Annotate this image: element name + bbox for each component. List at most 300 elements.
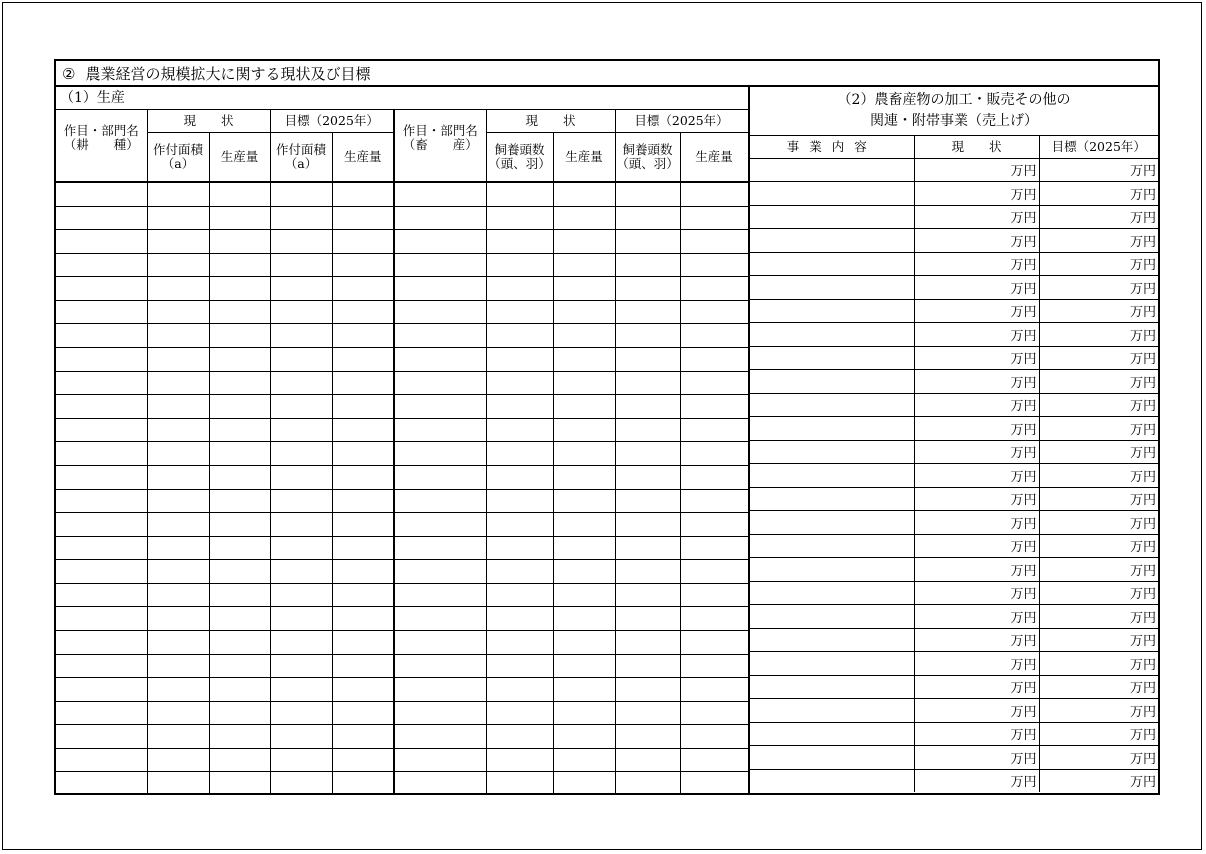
crop-target-area-cell[interactable] xyxy=(270,230,332,254)
crop-current-output-cell[interactable] xyxy=(209,772,270,795)
crop-target-output-cell[interactable] xyxy=(332,678,394,702)
crop-target-output-cell[interactable] xyxy=(332,230,394,254)
crop-target-output-cell[interactable] xyxy=(332,395,394,419)
livestock-target-output-cell[interactable] xyxy=(680,678,748,702)
crop-target-area-cell[interactable] xyxy=(270,348,332,372)
livestock-current-output-cell[interactable] xyxy=(553,536,615,560)
livestock-target-heads-cell[interactable] xyxy=(615,277,680,301)
business-content-cell[interactable] xyxy=(750,370,914,393)
crop-target-output-cell[interactable] xyxy=(332,513,394,537)
business-target-cell[interactable] xyxy=(1039,534,1158,557)
livestock-name-cell[interactable] xyxy=(394,348,486,372)
business-content-cell[interactable] xyxy=(750,487,914,510)
livestock-target-heads-cell[interactable] xyxy=(615,395,680,419)
crop-target-output-cell[interactable] xyxy=(332,630,394,654)
crop-target-area-cell[interactable] xyxy=(270,182,332,206)
crop-current-area-cell[interactable] xyxy=(147,489,209,513)
livestock-current-output-cell[interactable] xyxy=(553,772,615,795)
livestock-current-heads-cell[interactable] xyxy=(486,583,553,607)
crop-name-cell[interactable] xyxy=(56,348,147,372)
crop-current-output-cell[interactable] xyxy=(209,371,270,395)
crop-name-cell[interactable] xyxy=(56,371,147,395)
livestock-name-cell[interactable] xyxy=(394,253,486,277)
business-target-cell[interactable] xyxy=(1039,276,1158,299)
livestock-current-output-cell[interactable] xyxy=(553,230,615,254)
business-target-cell[interactable] xyxy=(1039,722,1158,745)
livestock-target-heads-cell[interactable] xyxy=(615,654,680,678)
business-current-cell[interactable] xyxy=(914,699,1039,722)
business-target-cell[interactable] xyxy=(1039,464,1158,487)
livestock-current-heads-cell[interactable] xyxy=(486,513,553,537)
crop-name-cell[interactable] xyxy=(56,630,147,654)
crop-target-output-cell[interactable] xyxy=(332,772,394,795)
livestock-target-output-cell[interactable] xyxy=(680,630,748,654)
crop-current-area-cell[interactable] xyxy=(147,395,209,419)
business-target-cell[interactable] xyxy=(1039,628,1158,651)
crop-current-output-cell[interactable] xyxy=(209,277,270,301)
crop-target-area-cell[interactable] xyxy=(270,206,332,230)
livestock-target-output-cell[interactable] xyxy=(680,348,748,372)
crop-target-area-cell[interactable] xyxy=(270,654,332,678)
business-target-cell[interactable] xyxy=(1039,393,1158,416)
livestock-target-heads-cell[interactable] xyxy=(615,701,680,725)
crop-current-area-cell[interactable] xyxy=(147,277,209,301)
business-content-cell[interactable] xyxy=(750,628,914,651)
business-current-cell[interactable] xyxy=(914,346,1039,369)
livestock-target-heads-cell[interactable] xyxy=(615,748,680,772)
livestock-current-output-cell[interactable] xyxy=(553,654,615,678)
crop-name-cell[interactable] xyxy=(56,513,147,537)
business-content-cell[interactable] xyxy=(750,346,914,369)
crop-current-output-cell[interactable] xyxy=(209,324,270,348)
crop-current-output-cell[interactable] xyxy=(209,607,270,631)
livestock-name-cell[interactable] xyxy=(394,230,486,254)
business-content-cell[interactable] xyxy=(750,511,914,534)
crop-current-area-cell[interactable] xyxy=(147,607,209,631)
crop-current-area-cell[interactable] xyxy=(147,442,209,466)
crop-name-cell[interactable] xyxy=(56,560,147,584)
crop-target-output-cell[interactable] xyxy=(332,489,394,513)
livestock-current-output-cell[interactable] xyxy=(553,489,615,513)
business-content-cell[interactable] xyxy=(750,699,914,722)
crop-target-area-cell[interactable] xyxy=(270,465,332,489)
crop-target-output-cell[interactable] xyxy=(332,701,394,725)
livestock-name-cell[interactable] xyxy=(394,678,486,702)
crop-target-area-cell[interactable] xyxy=(270,725,332,749)
business-content-cell[interactable] xyxy=(750,605,914,628)
livestock-target-output-cell[interactable] xyxy=(680,772,748,795)
crop-current-area-cell[interactable] xyxy=(147,348,209,372)
livestock-current-heads-cell[interactable] xyxy=(486,560,553,584)
livestock-current-heads-cell[interactable] xyxy=(486,182,553,206)
livestock-target-heads-cell[interactable] xyxy=(615,560,680,584)
livestock-current-output-cell[interactable] xyxy=(553,182,615,206)
livestock-name-cell[interactable] xyxy=(394,300,486,324)
livestock-target-heads-cell[interactable] xyxy=(615,348,680,372)
crop-current-area-cell[interactable] xyxy=(147,513,209,537)
crop-current-area-cell[interactable] xyxy=(147,748,209,772)
livestock-target-output-cell[interactable] xyxy=(680,371,748,395)
crop-target-area-cell[interactable] xyxy=(270,678,332,702)
business-target-cell[interactable] xyxy=(1039,417,1158,440)
livestock-name-cell[interactable] xyxy=(394,536,486,560)
livestock-target-heads-cell[interactable] xyxy=(615,630,680,654)
business-current-cell[interactable] xyxy=(914,769,1039,792)
livestock-target-heads-cell[interactable] xyxy=(615,300,680,324)
business-current-cell[interactable] xyxy=(914,511,1039,534)
business-current-cell[interactable] xyxy=(914,675,1039,698)
business-current-cell[interactable] xyxy=(914,464,1039,487)
crop-current-area-cell[interactable] xyxy=(147,371,209,395)
crop-target-output-cell[interactable] xyxy=(332,748,394,772)
crop-name-cell[interactable] xyxy=(56,253,147,277)
business-content-cell[interactable] xyxy=(750,393,914,416)
crop-target-area-cell[interactable] xyxy=(270,772,332,795)
crop-target-output-cell[interactable] xyxy=(332,607,394,631)
livestock-target-output-cell[interactable] xyxy=(680,465,748,489)
crop-target-output-cell[interactable] xyxy=(332,442,394,466)
crop-current-area-cell[interactable] xyxy=(147,253,209,277)
livestock-current-heads-cell[interactable] xyxy=(486,206,553,230)
livestock-name-cell[interactable] xyxy=(394,513,486,537)
crop-target-output-cell[interactable] xyxy=(332,300,394,324)
business-content-cell[interactable] xyxy=(750,581,914,604)
livestock-target-heads-cell[interactable] xyxy=(615,324,680,348)
crop-current-area-cell[interactable] xyxy=(147,772,209,795)
business-current-cell[interactable] xyxy=(914,229,1039,252)
livestock-target-heads-cell[interactable] xyxy=(615,206,680,230)
crop-current-output-cell[interactable] xyxy=(209,348,270,372)
livestock-name-cell[interactable] xyxy=(394,654,486,678)
livestock-target-output-cell[interactable] xyxy=(680,418,748,442)
livestock-target-output-cell[interactable] xyxy=(680,583,748,607)
business-current-cell[interactable] xyxy=(914,276,1039,299)
livestock-current-heads-cell[interactable] xyxy=(486,395,553,419)
crop-name-cell[interactable] xyxy=(56,725,147,749)
livestock-name-cell[interactable] xyxy=(394,583,486,607)
crop-name-cell[interactable] xyxy=(56,277,147,301)
livestock-current-output-cell[interactable] xyxy=(553,513,615,537)
crop-target-output-cell[interactable] xyxy=(332,371,394,395)
crop-target-output-cell[interactable] xyxy=(332,418,394,442)
livestock-target-output-cell[interactable] xyxy=(680,300,748,324)
livestock-current-output-cell[interactable] xyxy=(553,348,615,372)
business-current-cell[interactable] xyxy=(914,581,1039,604)
livestock-current-output-cell[interactable] xyxy=(553,701,615,725)
business-target-cell[interactable] xyxy=(1039,440,1158,463)
livestock-target-output-cell[interactable] xyxy=(680,324,748,348)
business-target-cell[interactable] xyxy=(1039,252,1158,275)
business-target-cell[interactable] xyxy=(1039,511,1158,534)
livestock-name-cell[interactable] xyxy=(394,772,486,795)
livestock-current-heads-cell[interactable] xyxy=(486,772,553,795)
crop-current-output-cell[interactable] xyxy=(209,253,270,277)
business-content-cell[interactable] xyxy=(750,417,914,440)
crop-current-area-cell[interactable] xyxy=(147,630,209,654)
business-content-cell[interactable] xyxy=(750,299,914,322)
livestock-current-heads-cell[interactable] xyxy=(486,607,553,631)
livestock-current-output-cell[interactable] xyxy=(553,630,615,654)
crop-name-cell[interactable] xyxy=(56,536,147,560)
livestock-target-output-cell[interactable] xyxy=(680,182,748,206)
business-current-cell[interactable] xyxy=(914,440,1039,463)
crop-name-cell[interactable] xyxy=(56,678,147,702)
crop-target-output-cell[interactable] xyxy=(332,277,394,301)
business-target-cell[interactable] xyxy=(1039,746,1158,769)
crop-name-cell[interactable] xyxy=(56,489,147,513)
livestock-current-heads-cell[interactable] xyxy=(486,678,553,702)
livestock-target-heads-cell[interactable] xyxy=(615,253,680,277)
crop-target-output-cell[interactable] xyxy=(332,206,394,230)
crop-target-area-cell[interactable] xyxy=(270,253,332,277)
crop-current-output-cell[interactable] xyxy=(209,395,270,419)
livestock-target-heads-cell[interactable] xyxy=(615,489,680,513)
livestock-name-cell[interactable] xyxy=(394,418,486,442)
business-content-cell[interactable] xyxy=(750,229,914,252)
livestock-name-cell[interactable] xyxy=(394,607,486,631)
livestock-current-output-cell[interactable] xyxy=(553,725,615,749)
livestock-name-cell[interactable] xyxy=(394,206,486,230)
business-current-cell[interactable] xyxy=(914,558,1039,581)
livestock-target-heads-cell[interactable] xyxy=(615,583,680,607)
business-target-cell[interactable] xyxy=(1039,370,1158,393)
crop-current-output-cell[interactable] xyxy=(209,465,270,489)
crop-current-area-cell[interactable] xyxy=(147,678,209,702)
business-target-cell[interactable] xyxy=(1039,581,1158,604)
crop-current-area-cell[interactable] xyxy=(147,725,209,749)
crop-target-area-cell[interactable] xyxy=(270,395,332,419)
crop-current-output-cell[interactable] xyxy=(209,230,270,254)
crop-target-output-cell[interactable] xyxy=(332,654,394,678)
livestock-name-cell[interactable] xyxy=(394,395,486,419)
crop-name-cell[interactable] xyxy=(56,324,147,348)
livestock-current-output-cell[interactable] xyxy=(553,395,615,419)
crop-target-output-cell[interactable] xyxy=(332,348,394,372)
crop-name-cell[interactable] xyxy=(56,182,147,206)
livestock-target-heads-cell[interactable] xyxy=(615,371,680,395)
business-current-cell[interactable] xyxy=(914,323,1039,346)
livestock-name-cell[interactable] xyxy=(394,465,486,489)
livestock-target-output-cell[interactable] xyxy=(680,607,748,631)
business-target-cell[interactable] xyxy=(1039,605,1158,628)
livestock-target-heads-cell[interactable] xyxy=(615,465,680,489)
business-target-cell[interactable] xyxy=(1039,299,1158,322)
business-content-cell[interactable] xyxy=(750,323,914,346)
livestock-current-output-cell[interactable] xyxy=(553,607,615,631)
livestock-target-heads-cell[interactable] xyxy=(615,725,680,749)
crop-target-output-cell[interactable] xyxy=(332,324,394,348)
crop-name-cell[interactable] xyxy=(56,772,147,795)
business-content-cell[interactable] xyxy=(750,722,914,745)
livestock-name-cell[interactable] xyxy=(394,442,486,466)
livestock-current-output-cell[interactable] xyxy=(553,678,615,702)
crop-target-area-cell[interactable] xyxy=(270,442,332,466)
livestock-target-output-cell[interactable] xyxy=(680,253,748,277)
crop-current-output-cell[interactable] xyxy=(209,442,270,466)
crop-current-area-cell[interactable] xyxy=(147,654,209,678)
business-current-cell[interactable] xyxy=(914,487,1039,510)
business-content-cell[interactable] xyxy=(750,252,914,275)
crop-name-cell[interactable] xyxy=(56,607,147,631)
crop-name-cell[interactable] xyxy=(56,701,147,725)
livestock-target-output-cell[interactable] xyxy=(680,748,748,772)
livestock-target-output-cell[interactable] xyxy=(680,725,748,749)
crop-target-output-cell[interactable] xyxy=(332,253,394,277)
livestock-current-heads-cell[interactable] xyxy=(486,748,553,772)
livestock-current-heads-cell[interactable] xyxy=(486,725,553,749)
livestock-target-output-cell[interactable] xyxy=(680,230,748,254)
livestock-current-heads-cell[interactable] xyxy=(486,536,553,560)
crop-current-area-cell[interactable] xyxy=(147,465,209,489)
crop-current-output-cell[interactable] xyxy=(209,206,270,230)
crop-target-area-cell[interactable] xyxy=(270,300,332,324)
crop-target-area-cell[interactable] xyxy=(270,513,332,537)
business-target-cell[interactable] xyxy=(1039,652,1158,675)
livestock-current-heads-cell[interactable] xyxy=(486,253,553,277)
crop-current-area-cell[interactable] xyxy=(147,560,209,584)
business-content-cell[interactable] xyxy=(750,652,914,675)
crop-target-area-cell[interactable] xyxy=(270,324,332,348)
livestock-name-cell[interactable] xyxy=(394,371,486,395)
livestock-target-heads-cell[interactable] xyxy=(615,442,680,466)
business-target-cell[interactable] xyxy=(1039,346,1158,369)
crop-name-cell[interactable] xyxy=(56,206,147,230)
livestock-name-cell[interactable] xyxy=(394,701,486,725)
crop-target-output-cell[interactable] xyxy=(332,182,394,206)
livestock-current-heads-cell[interactable] xyxy=(486,371,553,395)
business-current-cell[interactable] xyxy=(914,652,1039,675)
crop-target-output-cell[interactable] xyxy=(332,560,394,584)
livestock-current-output-cell[interactable] xyxy=(553,560,615,584)
livestock-target-output-cell[interactable] xyxy=(680,513,748,537)
livestock-current-output-cell[interactable] xyxy=(553,465,615,489)
livestock-current-output-cell[interactable] xyxy=(553,253,615,277)
business-target-cell[interactable] xyxy=(1039,558,1158,581)
crop-current-area-cell[interactable] xyxy=(147,230,209,254)
livestock-name-cell[interactable] xyxy=(394,748,486,772)
crop-name-cell[interactable] xyxy=(56,465,147,489)
crop-current-area-cell[interactable] xyxy=(147,324,209,348)
crop-current-output-cell[interactable] xyxy=(209,701,270,725)
crop-current-output-cell[interactable] xyxy=(209,725,270,749)
business-content-cell[interactable] xyxy=(750,159,914,182)
livestock-target-heads-cell[interactable] xyxy=(615,230,680,254)
business-current-cell[interactable] xyxy=(914,159,1039,182)
crop-target-area-cell[interactable] xyxy=(270,701,332,725)
crop-target-area-cell[interactable] xyxy=(270,418,332,442)
crop-current-output-cell[interactable] xyxy=(209,630,270,654)
business-current-cell[interactable] xyxy=(914,393,1039,416)
livestock-current-output-cell[interactable] xyxy=(553,277,615,301)
business-target-cell[interactable] xyxy=(1039,159,1158,182)
livestock-current-heads-cell[interactable] xyxy=(486,324,553,348)
livestock-current-heads-cell[interactable] xyxy=(486,230,553,254)
livestock-target-output-cell[interactable] xyxy=(680,654,748,678)
crop-target-output-cell[interactable] xyxy=(332,465,394,489)
crop-target-area-cell[interactable] xyxy=(270,607,332,631)
business-current-cell[interactable] xyxy=(914,370,1039,393)
livestock-current-heads-cell[interactable] xyxy=(486,630,553,654)
crop-current-output-cell[interactable] xyxy=(209,748,270,772)
crop-current-area-cell[interactable] xyxy=(147,583,209,607)
business-target-cell[interactable] xyxy=(1039,769,1158,792)
livestock-target-heads-cell[interactable] xyxy=(615,418,680,442)
livestock-name-cell[interactable] xyxy=(394,560,486,584)
crop-current-area-cell[interactable] xyxy=(147,300,209,324)
crop-target-area-cell[interactable] xyxy=(270,560,332,584)
crop-current-output-cell[interactable] xyxy=(209,300,270,324)
crop-target-output-cell[interactable] xyxy=(332,725,394,749)
business-target-cell[interactable] xyxy=(1039,699,1158,722)
crop-target-area-cell[interactable] xyxy=(270,583,332,607)
business-content-cell[interactable] xyxy=(750,675,914,698)
livestock-current-heads-cell[interactable] xyxy=(486,418,553,442)
livestock-target-output-cell[interactable] xyxy=(680,442,748,466)
livestock-target-output-cell[interactable] xyxy=(680,489,748,513)
business-current-cell[interactable] xyxy=(914,252,1039,275)
business-target-cell[interactable] xyxy=(1039,229,1158,252)
business-current-cell[interactable] xyxy=(914,746,1039,769)
crop-name-cell[interactable] xyxy=(56,654,147,678)
livestock-current-output-cell[interactable] xyxy=(553,442,615,466)
livestock-target-heads-cell[interactable] xyxy=(615,607,680,631)
crop-name-cell[interactable] xyxy=(56,442,147,466)
crop-current-output-cell[interactable] xyxy=(209,489,270,513)
business-content-cell[interactable] xyxy=(750,182,914,205)
crop-current-output-cell[interactable] xyxy=(209,678,270,702)
livestock-current-heads-cell[interactable] xyxy=(486,701,553,725)
livestock-current-output-cell[interactable] xyxy=(553,748,615,772)
crop-current-area-cell[interactable] xyxy=(147,418,209,442)
crop-current-area-cell[interactable] xyxy=(147,536,209,560)
business-current-cell[interactable] xyxy=(914,205,1039,228)
livestock-target-heads-cell[interactable] xyxy=(615,513,680,537)
crop-current-output-cell[interactable] xyxy=(209,182,270,206)
livestock-name-cell[interactable] xyxy=(394,324,486,348)
crop-target-area-cell[interactable] xyxy=(270,489,332,513)
livestock-name-cell[interactable] xyxy=(394,725,486,749)
business-content-cell[interactable] xyxy=(750,464,914,487)
business-current-cell[interactable] xyxy=(914,417,1039,440)
livestock-current-heads-cell[interactable] xyxy=(486,654,553,678)
business-current-cell[interactable] xyxy=(914,534,1039,557)
livestock-current-heads-cell[interactable] xyxy=(486,489,553,513)
business-content-cell[interactable] xyxy=(750,746,914,769)
crop-current-area-cell[interactable] xyxy=(147,701,209,725)
crop-name-cell[interactable] xyxy=(56,418,147,442)
business-target-cell[interactable] xyxy=(1039,182,1158,205)
crop-name-cell[interactable] xyxy=(56,300,147,324)
livestock-target-output-cell[interactable] xyxy=(680,560,748,584)
livestock-current-output-cell[interactable] xyxy=(553,583,615,607)
crop-name-cell[interactable] xyxy=(56,583,147,607)
livestock-name-cell[interactable] xyxy=(394,182,486,206)
livestock-target-output-cell[interactable] xyxy=(680,206,748,230)
livestock-target-output-cell[interactable] xyxy=(680,395,748,419)
livestock-target-output-cell[interactable] xyxy=(680,701,748,725)
business-content-cell[interactable] xyxy=(750,276,914,299)
livestock-current-output-cell[interactable] xyxy=(553,418,615,442)
livestock-target-output-cell[interactable] xyxy=(680,536,748,560)
crop-current-output-cell[interactable] xyxy=(209,513,270,537)
livestock-name-cell[interactable] xyxy=(394,489,486,513)
business-current-cell[interactable] xyxy=(914,605,1039,628)
livestock-target-heads-cell[interactable] xyxy=(615,536,680,560)
crop-target-area-cell[interactable] xyxy=(270,371,332,395)
crop-target-area-cell[interactable] xyxy=(270,630,332,654)
livestock-current-output-cell[interactable] xyxy=(553,206,615,230)
crop-target-area-cell[interactable] xyxy=(270,277,332,301)
